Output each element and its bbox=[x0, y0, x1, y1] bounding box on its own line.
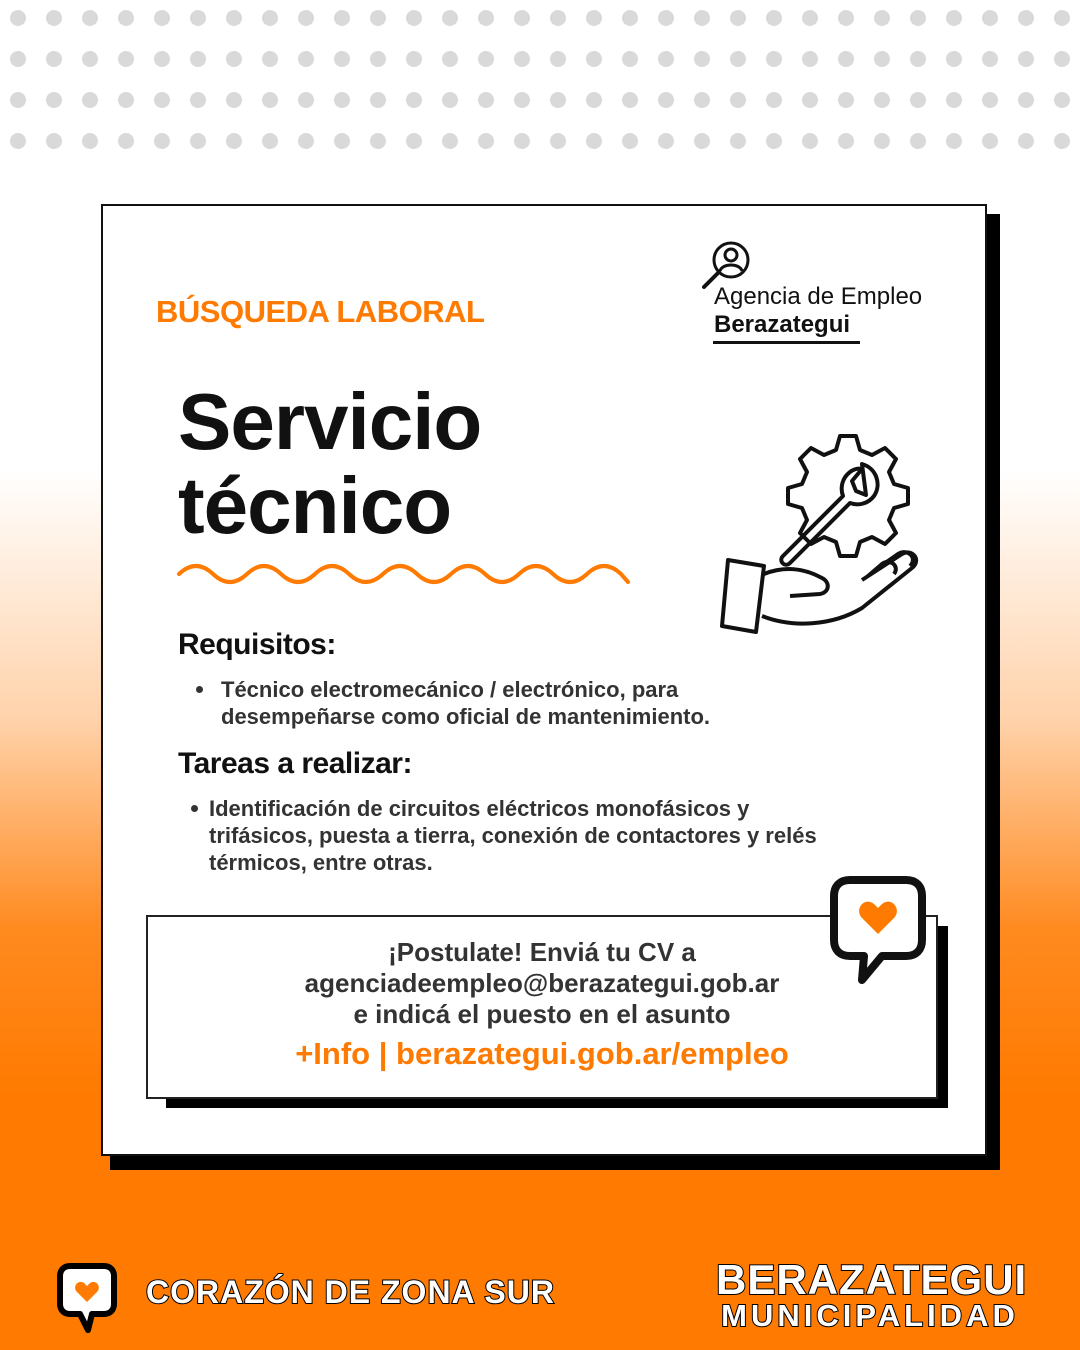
pattern-dot bbox=[766, 133, 782, 149]
pattern-dot bbox=[982, 133, 998, 149]
pattern-dot bbox=[766, 10, 782, 26]
pattern-dot bbox=[226, 51, 242, 67]
job-title-line-2: técnico bbox=[178, 461, 452, 550]
pattern-dot bbox=[46, 10, 62, 26]
pattern-dot bbox=[514, 51, 530, 67]
pattern-dot bbox=[298, 92, 314, 108]
pattern-dot bbox=[154, 51, 170, 67]
pattern-dot bbox=[586, 133, 602, 149]
pattern-dot bbox=[586, 10, 602, 26]
pattern-dot bbox=[694, 92, 710, 108]
pattern-dot bbox=[334, 133, 350, 149]
pattern-dot bbox=[910, 10, 926, 26]
pattern-dot bbox=[10, 133, 26, 149]
apply-line-3: e indicá el puesto en el asunto bbox=[353, 999, 731, 1029]
pattern-dot bbox=[586, 51, 602, 67]
pattern-dot bbox=[514, 92, 530, 108]
pattern-dot bbox=[154, 10, 170, 26]
pattern-dot bbox=[190, 133, 206, 149]
pattern-dot bbox=[946, 51, 962, 67]
pattern-dot bbox=[802, 51, 818, 67]
pattern-dot bbox=[118, 10, 134, 26]
pattern-dot bbox=[406, 92, 422, 108]
pattern-dot bbox=[370, 133, 386, 149]
pattern-dot bbox=[298, 133, 314, 149]
pattern-dot bbox=[766, 51, 782, 67]
pattern-dot bbox=[46, 51, 62, 67]
pattern-dot bbox=[550, 133, 566, 149]
pattern-dot bbox=[910, 133, 926, 149]
heart-speech-bubble-icon bbox=[826, 872, 928, 988]
pattern-dot bbox=[370, 92, 386, 108]
pattern-dot bbox=[838, 51, 854, 67]
pattern-dot bbox=[658, 10, 674, 26]
pattern-dot bbox=[298, 10, 314, 26]
pattern-dot bbox=[298, 51, 314, 67]
pattern-dot bbox=[118, 92, 134, 108]
pattern-dot bbox=[1018, 51, 1034, 67]
heart-speech-bubble-icon bbox=[56, 1262, 118, 1334]
pattern-dot bbox=[622, 92, 638, 108]
pattern-dot bbox=[982, 51, 998, 67]
pattern-dot bbox=[730, 92, 746, 108]
gear-wrench-hand-icon bbox=[718, 430, 930, 636]
pattern-dot bbox=[82, 133, 98, 149]
pattern-dot bbox=[874, 10, 890, 26]
pattern-dot bbox=[874, 92, 890, 108]
pattern-dot bbox=[586, 92, 602, 108]
requirement-item: Técnico electromecánico / electrónico, para desempeñarse como oficial de mantenimiento. bbox=[221, 677, 711, 729]
pattern-dot bbox=[946, 133, 962, 149]
pattern-dot bbox=[262, 133, 278, 149]
pattern-dot bbox=[262, 92, 278, 108]
pattern-dot bbox=[334, 10, 350, 26]
agency-logo bbox=[700, 240, 960, 350]
pattern-dot bbox=[46, 133, 62, 149]
bullet-icon bbox=[196, 686, 203, 693]
pattern-dot bbox=[1018, 92, 1034, 108]
pattern-dot bbox=[442, 92, 458, 108]
pattern-dot bbox=[910, 92, 926, 108]
tasks-heading: Tareas a realizar: bbox=[178, 747, 412, 780]
dot-pattern bbox=[0, 0, 1080, 170]
pattern-dot bbox=[370, 51, 386, 67]
pattern-dot bbox=[838, 10, 854, 26]
brand-name: BERAZATEGUI bbox=[716, 1256, 1028, 1303]
pattern-dot bbox=[1018, 10, 1034, 26]
pattern-dot bbox=[370, 10, 386, 26]
pattern-dot bbox=[190, 51, 206, 67]
pattern-dot bbox=[226, 10, 242, 26]
pattern-dot bbox=[226, 92, 242, 108]
pattern-dot bbox=[154, 92, 170, 108]
pattern-dot bbox=[190, 92, 206, 108]
pattern-dot bbox=[874, 51, 890, 67]
pattern-dot bbox=[190, 10, 206, 26]
pattern-dot bbox=[802, 133, 818, 149]
pattern-dot bbox=[262, 10, 278, 26]
agency-city: Berazategui bbox=[714, 311, 851, 338]
apply-email[interactable]: agenciadeempleo@berazategui.gob.ar bbox=[304, 968, 780, 998]
pattern-dot bbox=[802, 10, 818, 26]
pattern-dot bbox=[550, 10, 566, 26]
pattern-dot bbox=[262, 51, 278, 67]
pattern-dot bbox=[406, 133, 422, 149]
pattern-dot bbox=[802, 92, 818, 108]
pattern-dot bbox=[766, 92, 782, 108]
pattern-dot bbox=[10, 92, 26, 108]
pattern-dot bbox=[442, 133, 458, 149]
pattern-dot bbox=[658, 92, 674, 108]
job-title-line-1: Servicio bbox=[178, 377, 482, 466]
pattern-dot bbox=[946, 92, 962, 108]
pattern-dot bbox=[622, 51, 638, 67]
pattern-dot bbox=[118, 133, 134, 149]
pattern-dot bbox=[1054, 92, 1070, 108]
pattern-dot bbox=[82, 51, 98, 67]
pattern-dot bbox=[334, 51, 350, 67]
pattern-dot bbox=[694, 51, 710, 67]
pattern-dot bbox=[1018, 133, 1034, 149]
pattern-dot bbox=[1054, 133, 1070, 149]
pattern-dot bbox=[226, 133, 242, 149]
pattern-dot bbox=[154, 133, 170, 149]
pattern-dot bbox=[730, 51, 746, 67]
pattern-dot bbox=[1054, 51, 1070, 67]
pattern-dot bbox=[514, 133, 530, 149]
pattern-dot bbox=[694, 10, 710, 26]
pattern-dot bbox=[694, 133, 710, 149]
task-item: Identificación de circuitos eléctricos monofásicos y trifásicos, puesta a tierra, conexión de contactores y relés térmicos, entre otras. bbox=[209, 796, 817, 875]
pattern-dot bbox=[550, 92, 566, 108]
pattern-dot bbox=[442, 10, 458, 26]
job-search-label: BÚSQUEDA LABORAL bbox=[156, 294, 485, 329]
brand-subtitle: MUNICIPALIDAD bbox=[721, 1298, 1019, 1333]
pattern-dot bbox=[730, 133, 746, 149]
info-link[interactable]: +Info | berazategui.gob.ar/empleo bbox=[295, 1036, 789, 1071]
pattern-dot bbox=[730, 10, 746, 26]
pattern-dot bbox=[82, 92, 98, 108]
pattern-dot bbox=[658, 133, 674, 149]
pattern-dot bbox=[622, 10, 638, 26]
pattern-dot bbox=[478, 133, 494, 149]
pattern-dot bbox=[478, 10, 494, 26]
bullet-icon bbox=[191, 805, 198, 812]
pattern-dot bbox=[982, 92, 998, 108]
pattern-dot bbox=[982, 10, 998, 26]
agency-underline bbox=[713, 341, 860, 344]
pattern-dot bbox=[838, 92, 854, 108]
pattern-dot bbox=[478, 51, 494, 67]
pattern-dot bbox=[622, 133, 638, 149]
wavy-divider bbox=[176, 560, 632, 594]
pattern-dot bbox=[46, 92, 62, 108]
pattern-dot bbox=[10, 51, 26, 67]
pattern-dot bbox=[442, 51, 458, 67]
pattern-dot bbox=[658, 51, 674, 67]
pattern-dot bbox=[946, 10, 962, 26]
agency-name: Agencia de Empleo bbox=[714, 283, 923, 310]
footer-slogan: CORAZÓN DE ZONA SUR bbox=[146, 1274, 555, 1310]
job-title bbox=[178, 377, 482, 550]
apply-line-1: ¡Postulate! Enviá tu CV a bbox=[388, 937, 696, 967]
pattern-dot bbox=[406, 10, 422, 26]
pattern-dot bbox=[838, 133, 854, 149]
pattern-dot bbox=[82, 10, 98, 26]
pattern-dot bbox=[406, 51, 422, 67]
pattern-dot bbox=[118, 51, 134, 67]
pattern-dot bbox=[514, 10, 530, 26]
pattern-dot bbox=[550, 51, 566, 67]
pattern-dot bbox=[874, 133, 890, 149]
pattern-dot bbox=[1054, 10, 1070, 26]
pattern-dot bbox=[10, 10, 26, 26]
requirements-heading: Requisitos: bbox=[178, 628, 336, 661]
pattern-dot bbox=[910, 51, 926, 67]
pattern-dot bbox=[478, 92, 494, 108]
pattern-dot bbox=[334, 92, 350, 108]
